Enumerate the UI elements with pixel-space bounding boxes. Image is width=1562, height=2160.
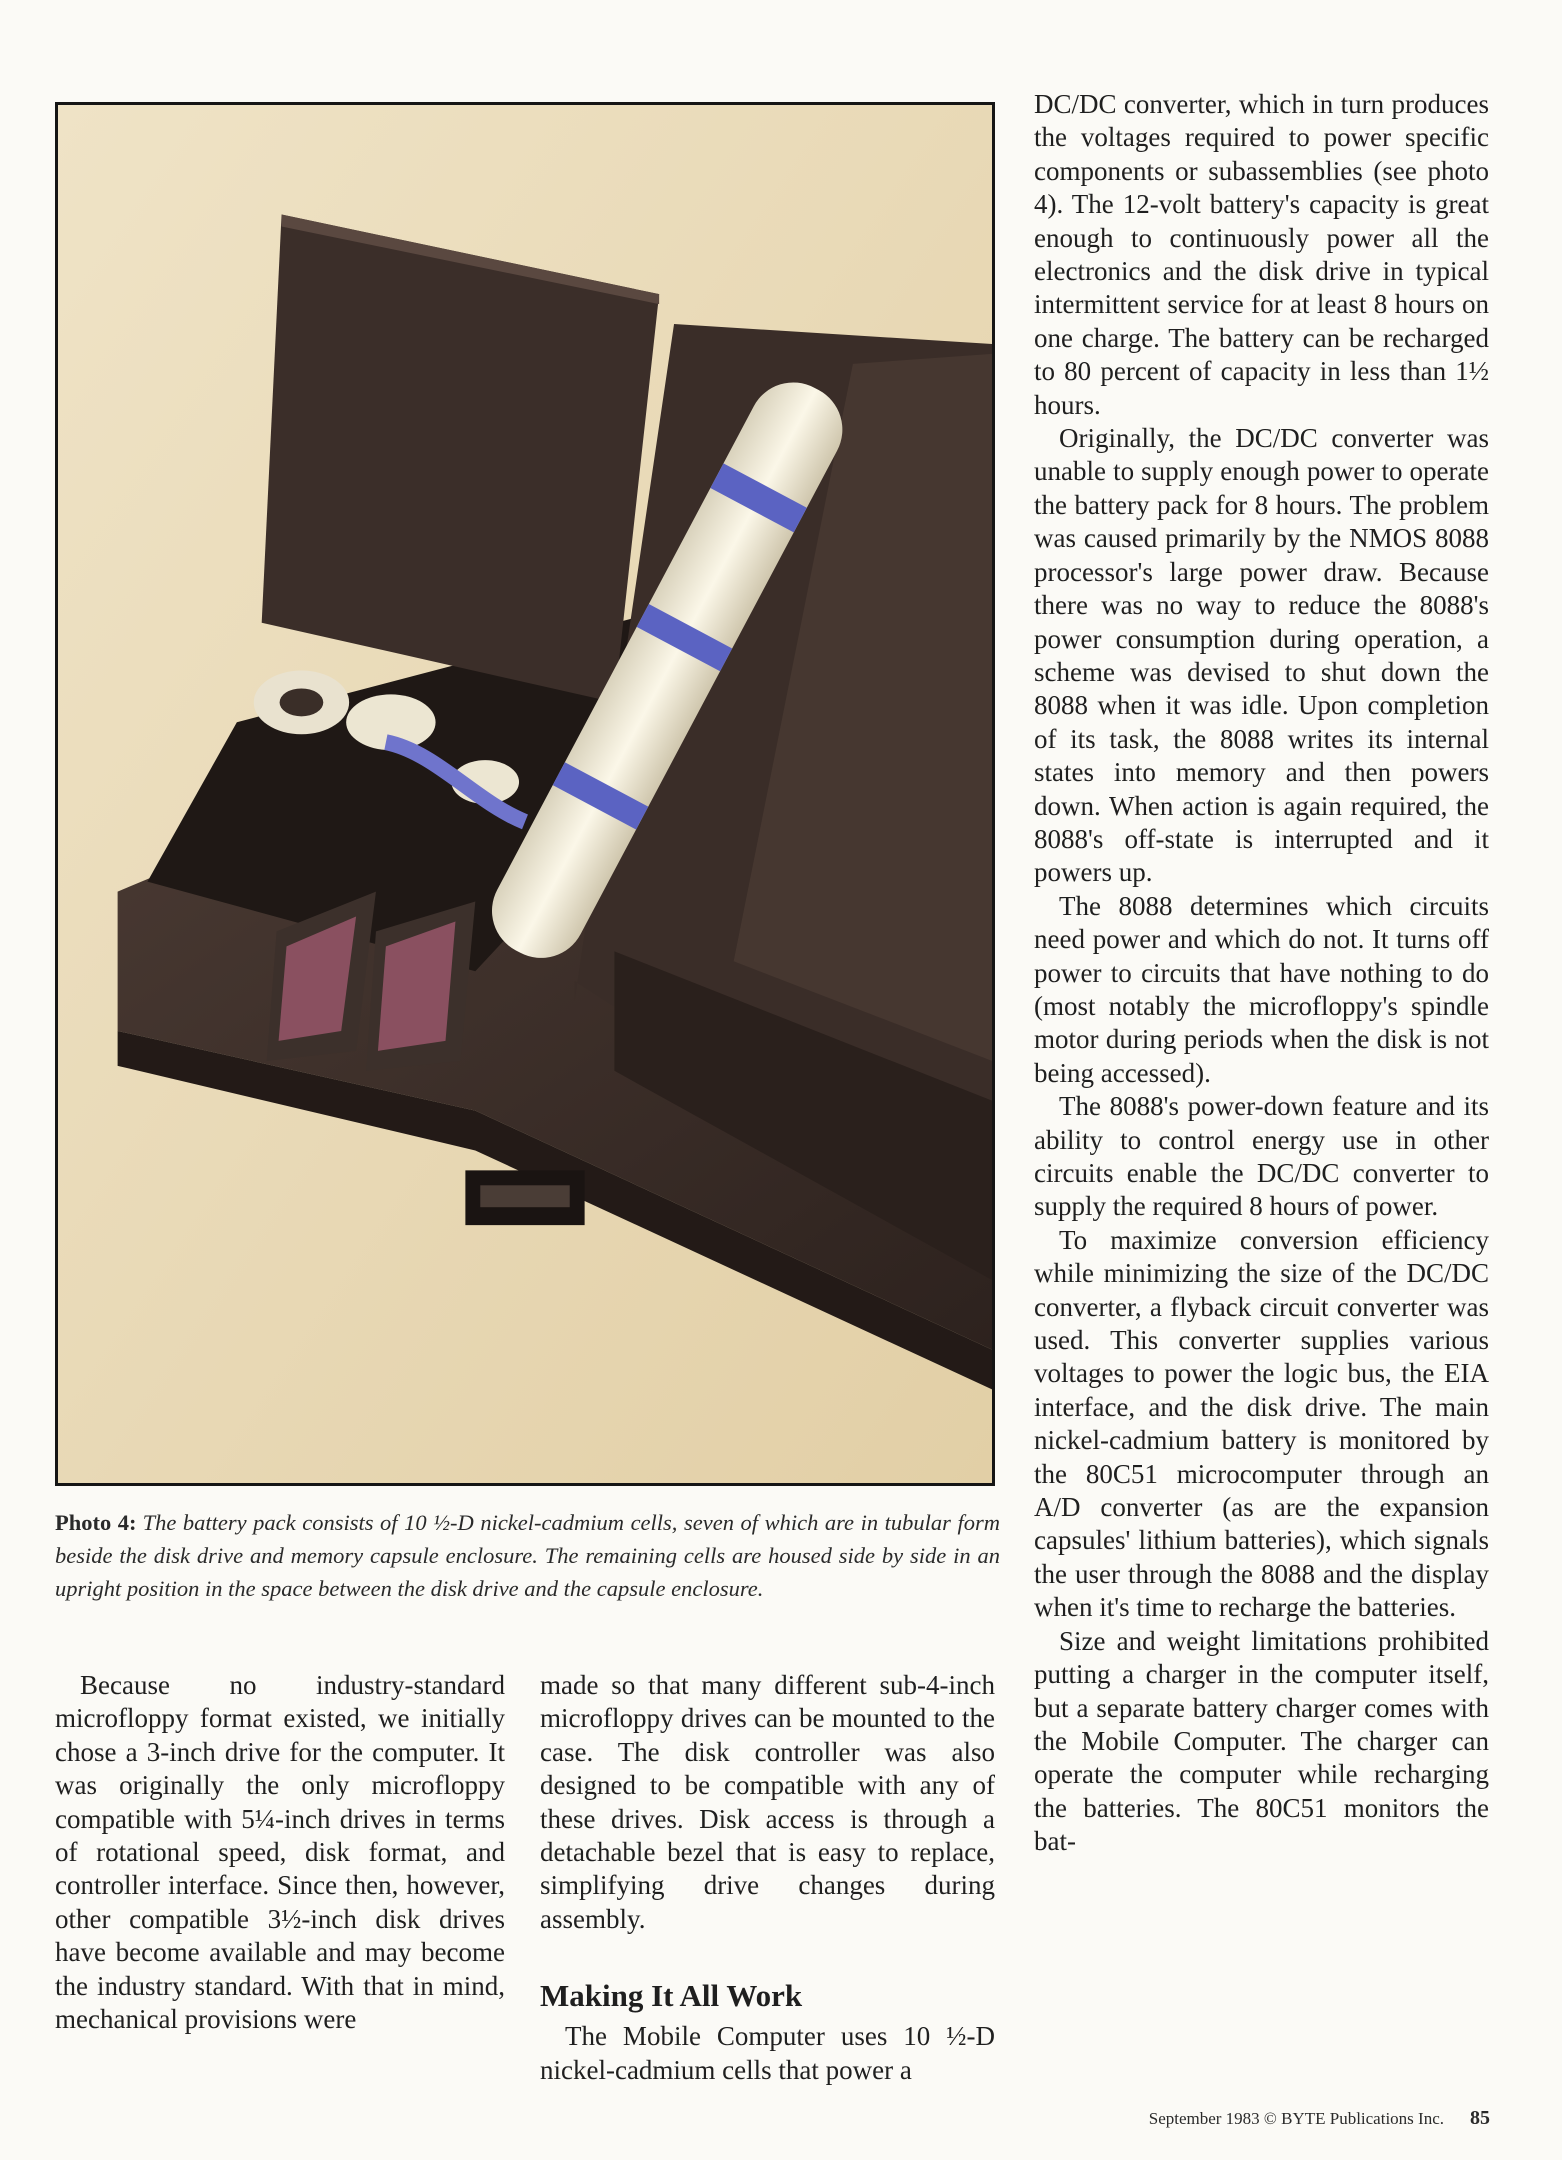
paragraph: made so that many different sub-4-inch microfloppy drives can be mounted to the case. The disk controller was also designed to be compatible with any of these drives. Disk access is through a detachable bezel that is easy to replace, simplifying drive changes during assembly. [540, 1670, 995, 1934]
photo-4 [55, 102, 995, 1486]
text-column-1 [55, 1669, 505, 2036]
text-column-3 [1034, 88, 1489, 1859]
footer-text: September 1983 © BYTE Publications Inc. [1148, 2109, 1444, 2128]
mobile-computer-battery-photo-icon [58, 105, 992, 1483]
paragraph: DC/DC converter, which in turn produces the voltages required to power specific components or subassemblies (see photo 4). The 12-volt battery's capacity is great enough to continuously power all the electronics and the disk drive in typical intermittent service for at least 8 hours on one charge. The battery can be recharged to 80 percent of capacity in less than 1½ hours. [1034, 89, 1489, 420]
photo-caption [55, 1506, 1000, 1605]
paragraph: The 8088's power-down feature and its ability to control energy use in other circuits enable the DC/DC converter to supply the required 8 hours of power. [1034, 1091, 1489, 1222]
paragraph: To maximize conversion efficiency while minimizing the size of the DC/DC converter, a flyback circuit converter was used. This converter supplies various voltages to power the logic bus, the EIA interface, and the disk drive. The main nickel-cadmium battery is monitored by the 80C51 microcomputer through an A/D converter (as are the expansion capsules' lithium batteries), which signals the user through the 8088 and the display when it's time to recharge the batteries. [1034, 1224, 1489, 1623]
text-column-2 [540, 1669, 995, 2087]
paragraph: Because no industry-standard microfloppy format existed, we initially chose a 3-inch drive for the computer. It was originally the only microfloppy compatible with 5¼-inch drives in terms of rotational speed, disk format, and controller interface. Since then, however, other compatible 3½-inch disk drives have become available and may become the industry standard. With that in mind, mechanical provisions were [55, 1670, 505, 2035]
page-footer [1100, 2107, 1490, 2130]
caption-label: Photo 4: [55, 1510, 137, 1535]
paragraph: Originally, the DC/DC converter was unable to supply enough power to operate the battery pack for 8 hours. The problem was caused primarily by the NMOS 8088 processor's large power draw. Because there was no way to reduce the 8088's power consumption during operation, a scheme was devised to shut down the 8088 when it was idle. Upon completion of its task, the 8088 writes its internal states into memory and then powers down. When action is again required, the 8088's off-state is interrupted and it powers up. [1034, 423, 1489, 888]
caption-text: The battery pack consists of 10 ½-D nickel-cadmium cells, seven of which are in tubular form beside the disk drive and memory capsule enclosure. The remaining cells are housed side by side in an upright position in the space between the disk drive and the capsule enclosure. [55, 1510, 1000, 1601]
paragraph: Size and weight limitations prohibited putting a charger in the computer itself, but a separate battery charger comes with the Mobile Computer. The charger can operate the computer while recharging the batteries. The 80C51 monitors the bat- [1034, 1625, 1489, 1857]
paragraph: The 8088 determines which circuits need power and which do not. It turns off power to circuits that have nothing to do (most notably the microfloppy's spindle motor during periods when the disk is not being accessed). [1034, 890, 1489, 1088]
section-heading: Making It All Work [540, 1978, 803, 2014]
page-number: 85 [1470, 2107, 1490, 2129]
paragraph: The Mobile Computer uses 10 ½-D nickel-cadmium cells that power a [540, 2021, 995, 2085]
